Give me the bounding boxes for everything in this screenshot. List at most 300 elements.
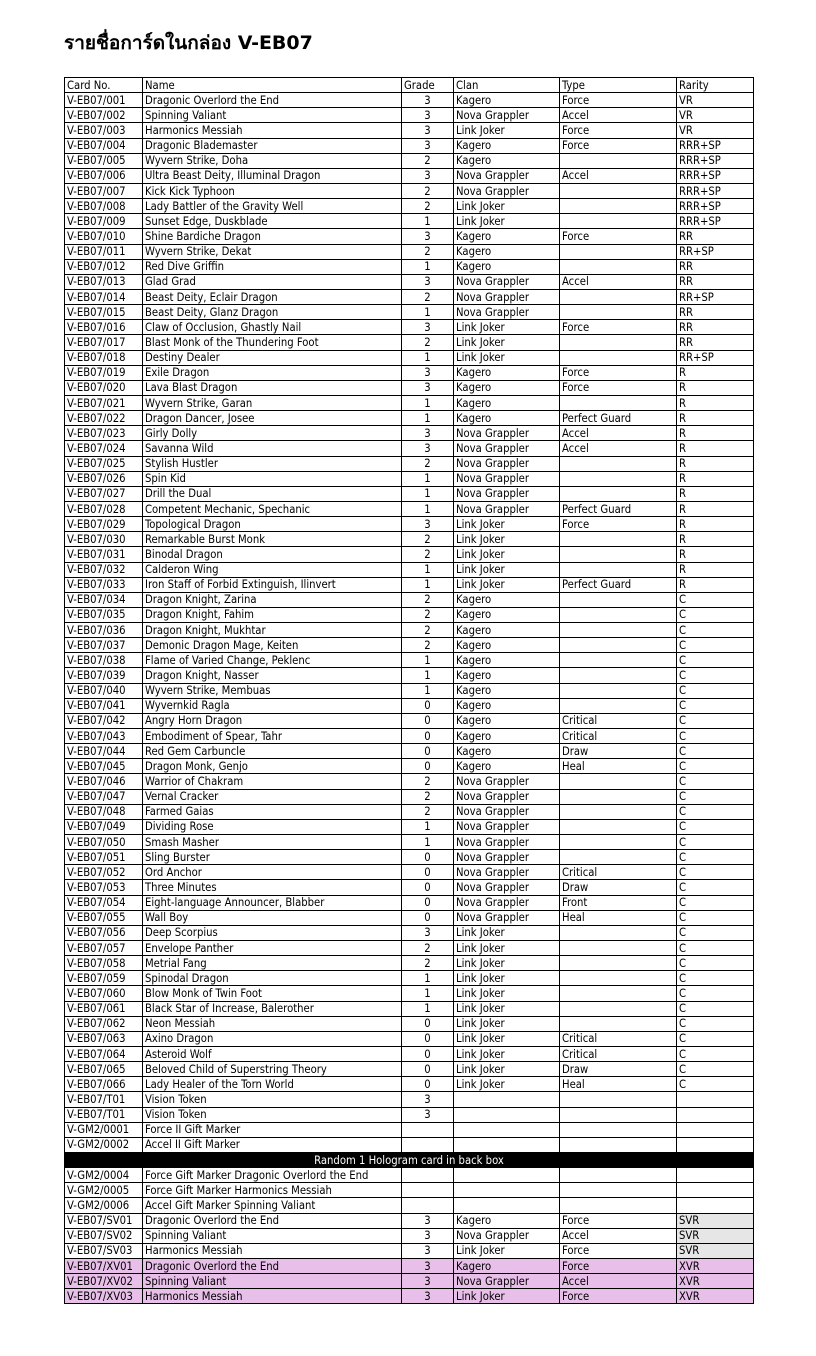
cell-type [560, 486, 677, 501]
cell-name: Axino Dragon [143, 1031, 402, 1046]
cell-grade: 3 [402, 426, 454, 441]
table-row [65, 850, 754, 865]
cell-grade [402, 1122, 454, 1137]
cell-rarity: R [677, 365, 754, 380]
table-row [65, 547, 754, 562]
cell-clan: Nova Grappler [454, 880, 560, 895]
cell-name: Spinodal Dragon [143, 971, 402, 986]
cell-card-no: V-EB07/030 [65, 532, 143, 547]
cell-type: Accel [560, 441, 677, 456]
cell-name: Exile Dragon [143, 365, 402, 380]
cell-grade: 2 [402, 153, 454, 168]
cell-grade: 3 [402, 123, 454, 138]
cell-clan: Kagero [454, 592, 560, 607]
cell-clan: Nova Grappler [454, 774, 560, 789]
cell-name: Force Gift Marker Dragonic Overlord the End [143, 1168, 402, 1183]
cell-rarity: C [677, 759, 754, 774]
table-row [65, 335, 754, 350]
cell-grade: 1 [402, 653, 454, 668]
cell-clan: Nova Grappler [454, 835, 560, 850]
cell-rarity: C [677, 638, 754, 653]
cell-card-no: V-GM2/0005 [65, 1183, 143, 1198]
cell-type [560, 289, 677, 304]
cell-rarity: RR [677, 305, 754, 320]
cell-rarity: C [677, 1062, 754, 1077]
table-row [65, 1062, 754, 1077]
cell-grade: 2 [402, 941, 454, 956]
cell-clan: Nova Grappler [454, 1274, 560, 1289]
table-row [65, 153, 754, 168]
cell-clan: Link Joker [454, 1243, 560, 1258]
cell-type [560, 532, 677, 547]
cell-rarity: R [677, 456, 754, 471]
cell-rarity: C [677, 698, 754, 713]
cell-name: Three Minutes [143, 880, 402, 895]
cell-grade: 1 [402, 471, 454, 486]
table-row [65, 865, 754, 880]
cell-rarity: C [677, 713, 754, 728]
cell-card-no: V-EB07/065 [65, 1062, 143, 1077]
cell-card-no: V-EB07/028 [65, 501, 143, 516]
cell-type: Critical [560, 1047, 677, 1062]
cell-card-no: V-EB07/042 [65, 713, 143, 728]
cell-name: Force II Gift Marker [143, 1122, 402, 1137]
cell-rarity: RR+SP [677, 289, 754, 304]
cell-name: Binodal Dragon [143, 547, 402, 562]
cell-rarity: C [677, 653, 754, 668]
table-row [65, 925, 754, 940]
cell-type [560, 774, 677, 789]
cell-name: Savanna Wild [143, 441, 402, 456]
cell-grade: 2 [402, 956, 454, 971]
cell-rarity: C [677, 1047, 754, 1062]
cell-rarity: VR [677, 123, 754, 138]
cell-clan: Kagero [454, 259, 560, 274]
cell-clan: Kagero [454, 1258, 560, 1273]
cell-card-no: V-EB07/005 [65, 153, 143, 168]
cell-clan: Nova Grappler [454, 486, 560, 501]
cell-name: Dragon Knight, Zarina [143, 592, 402, 607]
card-list-table [64, 77, 754, 1304]
cell-grade: 2 [402, 456, 454, 471]
cell-card-no: V-EB07/002 [65, 108, 143, 123]
cell-rarity: C [677, 789, 754, 804]
cell-name: Smash Masher [143, 835, 402, 850]
cell-clan [454, 1183, 560, 1198]
cell-clan: Link Joker [454, 577, 560, 592]
table-row [65, 350, 754, 365]
table-row [65, 744, 754, 759]
cell-rarity: RR+SP [677, 350, 754, 365]
cell-name: Wyvern Strike, Garan [143, 395, 402, 410]
cell-type [560, 592, 677, 607]
cell-type: Heal [560, 1077, 677, 1092]
cell-name: Black Star of Increase, Balerother [143, 1001, 402, 1016]
table-row [65, 1077, 754, 1092]
cell-type: Accel [560, 426, 677, 441]
cell-clan: Kagero [454, 93, 560, 108]
cell-grade: 2 [402, 532, 454, 547]
table-row [65, 713, 754, 728]
cell-name: Beloved Child of Superstring Theory [143, 1062, 402, 1077]
cell-grade: 3 [402, 1243, 454, 1258]
cell-clan: Link Joker [454, 350, 560, 365]
cell-grade: 3 [402, 1092, 454, 1107]
cell-type [560, 1168, 677, 1183]
cell-card-no: V-EB07/027 [65, 486, 143, 501]
cell-type [560, 395, 677, 410]
table-row [65, 532, 754, 547]
table-row [65, 986, 754, 1001]
cell-rarity: C [677, 592, 754, 607]
cell-type: Perfect Guard [560, 577, 677, 592]
table-row [65, 1001, 754, 1016]
cell-type [560, 638, 677, 653]
cell-grade: 3 [402, 229, 454, 244]
cell-grade: 0 [402, 744, 454, 759]
cell-grade: 2 [402, 183, 454, 198]
cell-name: Force Gift Marker Harmonics Messiah [143, 1183, 402, 1198]
table-row [65, 562, 754, 577]
cell-name: Flame of Varied Change, Peklenc [143, 653, 402, 668]
table-row [65, 623, 754, 638]
cell-type: Critical [560, 729, 677, 744]
cell-grade: 2 [402, 244, 454, 259]
cell-rarity: RRR+SP [677, 153, 754, 168]
table-row [65, 229, 754, 244]
table-row [65, 1183, 754, 1198]
cell-card-no: V-EB07/019 [65, 365, 143, 380]
table-row [65, 1031, 754, 1046]
cell-clan: Kagero [454, 138, 560, 153]
cell-rarity: R [677, 486, 754, 501]
table-row [65, 653, 754, 668]
table-row [65, 380, 754, 395]
cell-name: Competent Mechanic, Spechanic [143, 501, 402, 516]
cell-clan: Link Joker [454, 562, 560, 577]
cell-type [560, 956, 677, 971]
cell-rarity: RR [677, 335, 754, 350]
table-row [65, 956, 754, 971]
cell-grade: 0 [402, 729, 454, 744]
cell-clan: Kagero [454, 623, 560, 638]
cell-name: Warrior of Chakram [143, 774, 402, 789]
cell-clan [454, 1107, 560, 1122]
cell-clan: Kagero [454, 713, 560, 728]
cell-rarity: C [677, 1031, 754, 1046]
cell-name: Vision Token [143, 1092, 402, 1107]
table-row [65, 941, 754, 956]
table-row [65, 289, 754, 304]
cell-clan: Link Joker [454, 199, 560, 214]
cell-card-no: V-EB07/XV02 [65, 1274, 143, 1289]
cell-name: Harmonics Messiah [143, 1243, 402, 1258]
cell-rarity: C [677, 774, 754, 789]
cell-name: Iron Staff of Forbid Extinguish, Ilinvert [143, 577, 402, 592]
cell-card-no: V-EB07/055 [65, 910, 143, 925]
table-row [65, 971, 754, 986]
table-row [65, 517, 754, 532]
cell-grade: 3 [402, 380, 454, 395]
cell-type [560, 623, 677, 638]
cell-name: Sunset Edge, Duskblade [143, 214, 402, 229]
cell-name: Lady Battler of the Gravity Well [143, 199, 402, 214]
table-row [65, 183, 754, 198]
cell-name: Farmed Gaias [143, 804, 402, 819]
cell-name: Dividing Rose [143, 819, 402, 834]
cell-name: Girly Dolly [143, 426, 402, 441]
cell-grade: 2 [402, 638, 454, 653]
cell-name: Envelope Panther [143, 941, 402, 956]
table-row [65, 259, 754, 274]
table-row [65, 607, 754, 622]
cell-grade: 0 [402, 1047, 454, 1062]
cell-clan: Link Joker [454, 1031, 560, 1046]
cell-card-no: V-EB07/006 [65, 168, 143, 183]
cell-grade: 0 [402, 1062, 454, 1077]
cell-rarity: RR [677, 274, 754, 289]
cell-name: Beast Deity, Glanz Dragon [143, 305, 402, 320]
table-row [65, 1016, 754, 1031]
cell-grade: 0 [402, 759, 454, 774]
header-type: Type [560, 78, 677, 93]
cell-clan: Kagero [454, 1213, 560, 1228]
cell-type [560, 653, 677, 668]
cell-clan: Kagero [454, 729, 560, 744]
cell-grade: 1 [402, 835, 454, 850]
cell-name: Dragon Knight, Nasser [143, 668, 402, 683]
cell-rarity [677, 1107, 754, 1122]
cell-grade: 1 [402, 971, 454, 986]
cell-rarity: C [677, 925, 754, 940]
cell-rarity: C [677, 865, 754, 880]
cell-name: Wall Boy [143, 910, 402, 925]
cell-card-no: V-EB07/024 [65, 441, 143, 456]
cell-grade: 0 [402, 1077, 454, 1092]
cell-clan: Link Joker [454, 1077, 560, 1092]
cell-card-no: V-EB07/056 [65, 925, 143, 940]
cell-rarity: VR [677, 93, 754, 108]
cell-grade: 0 [402, 910, 454, 925]
table-row [65, 320, 754, 335]
cell-rarity: SVR [677, 1228, 754, 1243]
cell-clan: Kagero [454, 411, 560, 426]
cell-rarity: RRR+SP [677, 214, 754, 229]
cell-grade [402, 1137, 454, 1152]
cell-card-no: V-EB07/T01 [65, 1092, 143, 1107]
cell-name: Calderon Wing [143, 562, 402, 577]
cell-clan [454, 1198, 560, 1213]
cell-card-no: V-EB07/060 [65, 986, 143, 1001]
cell-grade: 2 [402, 789, 454, 804]
cell-type [560, 925, 677, 940]
cell-type: Critical [560, 865, 677, 880]
cell-grade: 2 [402, 592, 454, 607]
table-row [65, 819, 754, 834]
cell-name: Shine Bardiche Dragon [143, 229, 402, 244]
cell-clan [454, 1092, 560, 1107]
table-row [65, 426, 754, 441]
cell-type [560, 986, 677, 1001]
cell-type [560, 971, 677, 986]
cell-type [560, 1122, 677, 1137]
cell-rarity: C [677, 744, 754, 759]
cell-type: Heal [560, 759, 677, 774]
cell-clan: Nova Grappler [454, 108, 560, 123]
cell-name: Wyvernkid Ragla [143, 698, 402, 713]
cell-card-no: V-EB07/052 [65, 865, 143, 880]
cell-rarity: C [677, 910, 754, 925]
cell-grade: 2 [402, 547, 454, 562]
cell-type: Force [560, 229, 677, 244]
cell-clan: Kagero [454, 395, 560, 410]
table-row [65, 108, 754, 123]
cell-grade: 0 [402, 713, 454, 728]
cell-grade: 1 [402, 819, 454, 834]
cell-type [560, 153, 677, 168]
cell-grade: 3 [402, 320, 454, 335]
cell-rarity: C [677, 1016, 754, 1031]
cell-rarity: RRR+SP [677, 138, 754, 153]
cell-type: Force [560, 1258, 677, 1273]
cell-rarity: C [677, 729, 754, 744]
cell-rarity [677, 1122, 754, 1137]
cell-card-no: V-EB07/057 [65, 941, 143, 956]
cell-card-no: V-EB07/035 [65, 607, 143, 622]
cell-name: Deep Scorpius [143, 925, 402, 940]
cell-clan: Link Joker [454, 956, 560, 971]
cell-type: Draw [560, 744, 677, 759]
table-row [65, 910, 754, 925]
cell-card-no: V-EB07/050 [65, 835, 143, 850]
cell-card-no: V-EB07/034 [65, 592, 143, 607]
cell-name: Dragon Dancer, Josee [143, 411, 402, 426]
cell-type [560, 941, 677, 956]
hologram-banner: Random 1 Hologram card in back box [65, 1152, 754, 1167]
table-row [65, 698, 754, 713]
cell-rarity: C [677, 819, 754, 834]
header-name: Name [143, 78, 402, 93]
table-row [65, 895, 754, 910]
cell-rarity: RR [677, 320, 754, 335]
cell-card-no: V-EB07/017 [65, 335, 143, 350]
cell-name: Blow Monk of Twin Foot [143, 986, 402, 1001]
cell-card-no: V-EB07/037 [65, 638, 143, 653]
table-row [65, 395, 754, 410]
cell-clan: Kagero [454, 638, 560, 653]
cell-grade: 3 [402, 1289, 454, 1304]
cell-grade: 1 [402, 986, 454, 1001]
cell-name: Vision Token [143, 1107, 402, 1122]
cell-grade: 3 [402, 925, 454, 940]
cell-clan: Nova Grappler [454, 441, 560, 456]
cell-name: Accel II Gift Marker [143, 1137, 402, 1152]
cell-clan: Kagero [454, 744, 560, 759]
cell-card-no: V-EB07/045 [65, 759, 143, 774]
header-grade: Grade [402, 78, 454, 93]
cell-clan: Kagero [454, 683, 560, 698]
cell-grade: 0 [402, 880, 454, 895]
table-row [65, 486, 754, 501]
cell-type [560, 1016, 677, 1031]
table-row [65, 441, 754, 456]
cell-type: Force [560, 517, 677, 532]
cell-card-no: V-EB07/011 [65, 244, 143, 259]
table-row [65, 456, 754, 471]
cell-grade: 0 [402, 865, 454, 880]
cell-type [560, 244, 677, 259]
cell-name: Sling Burster [143, 850, 402, 865]
cell-rarity: RRR+SP [677, 168, 754, 183]
cell-rarity: C [677, 895, 754, 910]
cell-name: Red Dive Griffin [143, 259, 402, 274]
table-row [65, 123, 754, 138]
cell-type: Force [560, 1213, 677, 1228]
cell-grade: 1 [402, 668, 454, 683]
cell-type [560, 1107, 677, 1122]
cell-rarity: C [677, 880, 754, 895]
cell-type: Front [560, 895, 677, 910]
cell-type [560, 1198, 677, 1213]
cell-card-no: V-EB07/038 [65, 653, 143, 668]
cell-clan: Link Joker [454, 1001, 560, 1016]
cell-name: Beast Deity, Eclair Dragon [143, 289, 402, 304]
cell-type: Draw [560, 1062, 677, 1077]
cell-card-no: V-EB07/026 [65, 471, 143, 486]
cell-grade: 3 [402, 274, 454, 289]
cell-rarity: C [677, 683, 754, 698]
table-row [65, 592, 754, 607]
cell-rarity: R [677, 532, 754, 547]
cell-type [560, 259, 677, 274]
cell-card-no: V-EB07/008 [65, 199, 143, 214]
table-row [65, 93, 754, 108]
cell-type [560, 819, 677, 834]
cell-type [560, 1001, 677, 1016]
table-row [65, 729, 754, 744]
cell-grade: 2 [402, 804, 454, 819]
cell-grade: 0 [402, 850, 454, 865]
table-row [65, 199, 754, 214]
page-title: รายชื่อการ์ดในกล่อง V-EB07 [64, 32, 313, 54]
cell-name: Kick Kick Typhoon [143, 183, 402, 198]
cell-rarity: R [677, 501, 754, 516]
cell-clan: Link Joker [454, 1047, 560, 1062]
cell-clan: Link Joker [454, 971, 560, 986]
cell-card-no: V-EB07/048 [65, 804, 143, 819]
cell-name: Blast Monk of the Thundering Foot [143, 335, 402, 350]
cell-clan: Nova Grappler [454, 305, 560, 320]
cell-type [560, 789, 677, 804]
table-header-row [65, 78, 754, 93]
cell-grade: 0 [402, 698, 454, 713]
cell-card-no: V-EB07/047 [65, 789, 143, 804]
cell-clan: Kagero [454, 668, 560, 683]
cell-name: Neon Messiah [143, 1016, 402, 1031]
cell-clan: Link Joker [454, 1062, 560, 1077]
cell-rarity: R [677, 547, 754, 562]
table-row [65, 1289, 754, 1304]
cell-clan: Kagero [454, 380, 560, 395]
table-row [65, 1092, 754, 1107]
cell-card-no: V-EB07/058 [65, 956, 143, 971]
cell-grade: 2 [402, 335, 454, 350]
cell-clan: Nova Grappler [454, 910, 560, 925]
cell-rarity [677, 1168, 754, 1183]
cell-grade: 2 [402, 623, 454, 638]
cell-name: Vernal Cracker [143, 789, 402, 804]
cell-grade: 3 [402, 517, 454, 532]
